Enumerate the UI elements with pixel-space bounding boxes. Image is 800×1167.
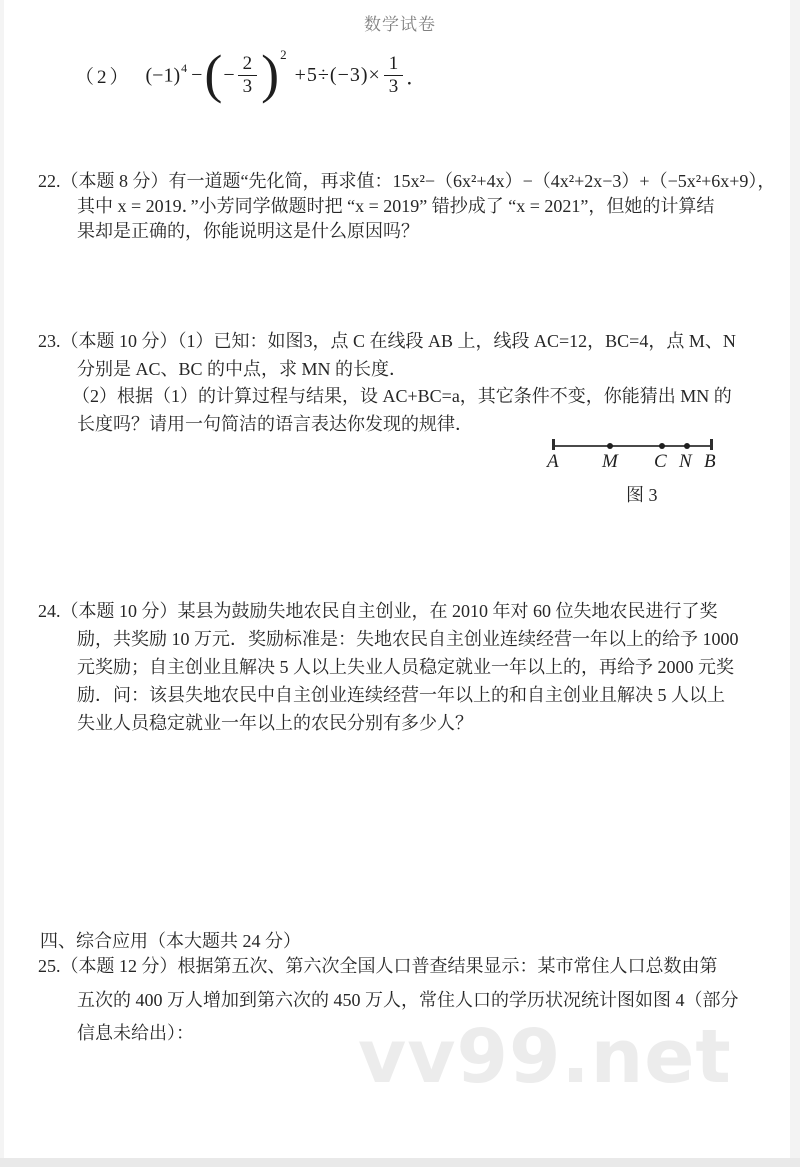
point-label-m: M [602, 451, 618, 472]
problem-23-line-2: 分别是 AC、BC 的中点，求 MN 的长度． [77, 358, 408, 379]
figure-3-segment-diagram [540, 432, 730, 510]
problem-22-line-3: 果却是正确的，你能说明这是什么原因吗？ [77, 221, 419, 241]
point-label-c: C [654, 451, 667, 472]
page-title: 数学试卷 [364, 15, 436, 34]
expression-right-paren: ) [261, 44, 280, 105]
problem-24-line-5: 失业人员稳定就业一年以上的农民分别有多少人？ [77, 713, 473, 733]
scan-edge-right [790, 0, 800, 1167]
expression-base-exponent: 4 [181, 60, 188, 75]
figure-3-caption: 图 3 [626, 485, 658, 505]
fraction-numerator: 1 [384, 53, 404, 76]
tick-endpoint-a [552, 439, 555, 450]
point-label-b: B [704, 451, 716, 472]
problem-24-line-4: 励．问：该县失地农民中自主创业连续经营一年以上的和自主创业且解决 5 人以上 [77, 685, 725, 705]
expression-base: $(-1)^4$ [145, 60, 188, 87]
fraction-numerator: 2 [238, 53, 258, 76]
expression-minus: − [191, 63, 204, 86]
problem-25-line-1: 25.（本题 12 分）根据第五次、第六次全国人口普查结果显示：某市常住人口总数由第 [38, 956, 718, 976]
problem-23-line-4: 长度吗？请用一句简洁的语言表达你发现的规律． [77, 413, 473, 434]
expression-inner-sign: − [223, 63, 235, 86]
problem-23-line-1: 23.（本题 10 分）（1）已知：如图3，点 C 在线段 AB 上，线段 AC=12，BC=4，点 M、N [38, 331, 736, 351]
problem-24 [38, 597, 739, 737]
point-dot-n [684, 443, 690, 449]
problem-23-line-3: （2）根据（1）的计算过程与结果，设 AC+BC=a，其它条件不变，你能猜出 MN 的 [72, 386, 732, 406]
point-label-a: A [547, 451, 559, 472]
expression-left-paren: ( [204, 44, 223, 105]
problem-24-line-1: 24.（本题 10 分）某县为鼓励失地农民自主创业，在 2010 年对 60 位失地农民进行了奖 [38, 601, 718, 621]
problem-22-line-2: 其中 x = 2019．”小芳同学做题时把 “x = 2019” 错抄成了 “x = 2021”，但她的计算结 [77, 196, 715, 216]
point-dot-c [659, 443, 665, 449]
problem-24-line-2: 励，共奖励 10 万元．奖励标准是：失地农民自主创业连续经营一年以上的给予 1000 [77, 629, 739, 649]
problem-25-line-2: 五次的 400 万人增加到第六次的 450 万人，常住人口的学历状况统计图如图 4（部分 [77, 989, 739, 1010]
problem-25-line-3: 信息未给出）： [77, 1023, 194, 1043]
scan-edge-left [0, 0, 4, 1167]
section-4-heading: 四、综合应用（本大题共 24 分） [40, 931, 301, 951]
fraction-one-third [384, 53, 404, 98]
fraction-denominator: 3 [242, 75, 253, 97]
problem-22-line-1: 22.（本题 8 分）有一道题“先化简，再求值：15x²−（6x²+4x）−（4x²+2x−3）+（−5x²+6x+9）， [38, 171, 776, 191]
scan-edge-bottom [0, 1158, 800, 1167]
fraction-two-thirds [238, 53, 258, 98]
point-dot-m [607, 443, 613, 449]
expression-problem-2 [75, 44, 426, 106]
problem-24-line-3: 元奖励；自主创业且解决 5 人以上失业人员稳定就业一年以上的，再给予 2000 元奖 [77, 657, 734, 677]
problem-23 [38, 328, 736, 438]
expression-period: ． [406, 66, 427, 89]
expression-label: （2） [75, 66, 132, 88]
fraction-denominator: 3 [388, 75, 399, 97]
watermark-text: vv99.net [358, 1014, 732, 1100]
tick-endpoint-b [710, 439, 713, 450]
problem-22 [38, 169, 775, 244]
expression-paren-exponent: 2 [280, 47, 287, 62]
expression-middle: +5÷(−3)× [294, 63, 381, 86]
point-label-n: N [679, 451, 692, 472]
